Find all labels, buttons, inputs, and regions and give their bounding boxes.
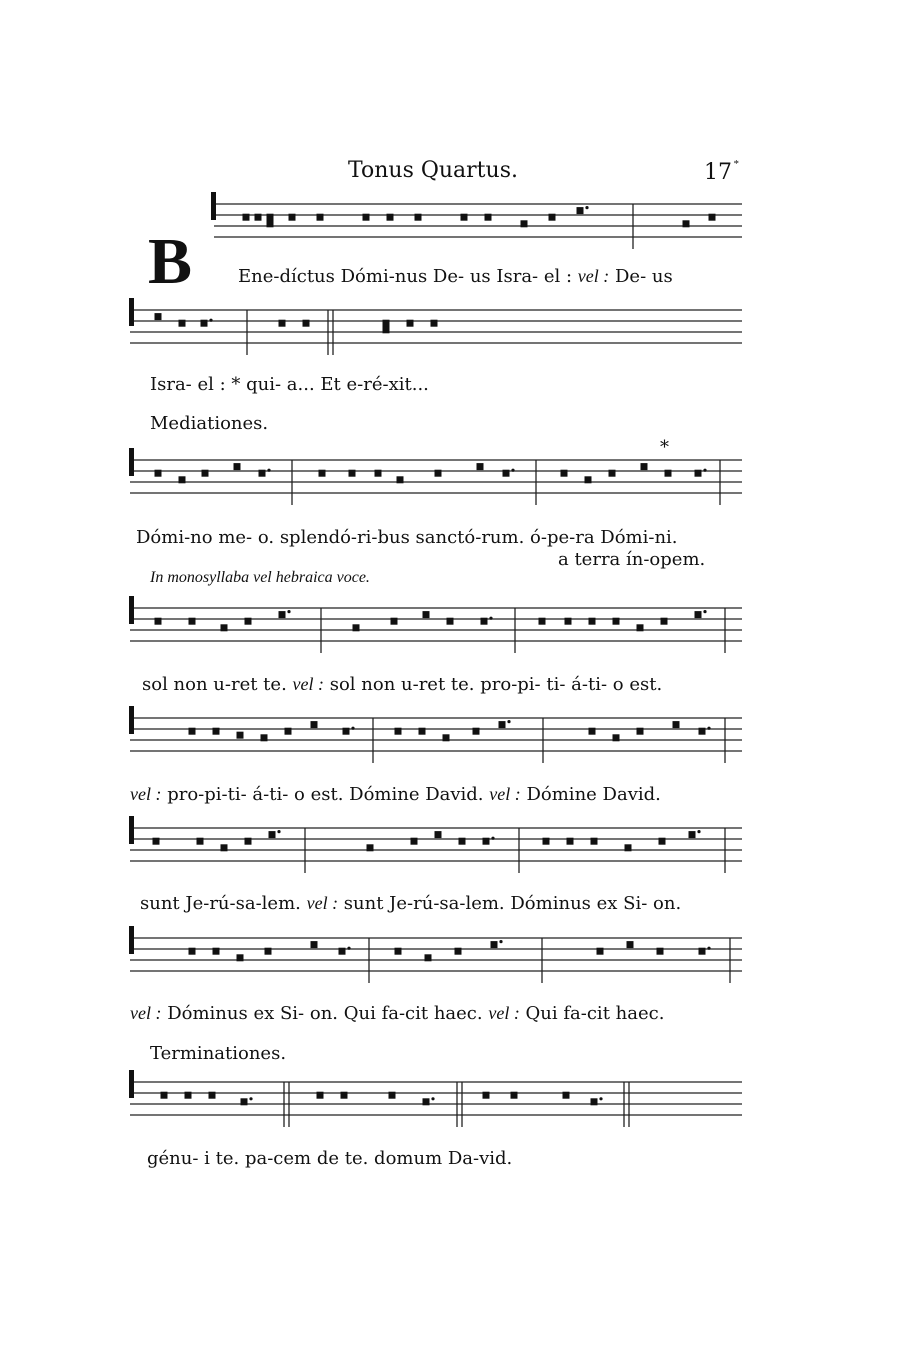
neume-note — [155, 618, 162, 625]
neume-note — [561, 470, 568, 477]
neume-note — [435, 470, 442, 477]
neume-dot — [707, 947, 710, 950]
neume-note — [213, 948, 220, 955]
neume-dot — [507, 720, 510, 723]
neume-dot — [277, 830, 280, 833]
neume-note — [585, 476, 592, 483]
neume-note — [395, 728, 402, 735]
neume-note — [202, 470, 209, 477]
neume-note — [155, 313, 162, 320]
neume-note — [503, 470, 510, 477]
neume-note — [407, 320, 414, 327]
neume-note — [577, 207, 584, 214]
neume-note — [397, 476, 404, 483]
neume-note — [387, 214, 394, 221]
neume-note — [683, 220, 690, 227]
neume-note — [423, 611, 430, 618]
clef-icon — [129, 448, 134, 476]
neume-note — [237, 954, 244, 961]
neume-note — [189, 948, 196, 955]
neume-note — [341, 1092, 348, 1099]
neume-note — [431, 320, 438, 327]
lyric-line-3: Dómi-no me- o. splendó-ri-bus sanctó-rum. ó-pe-ra Dómi-ni. — [136, 527, 678, 548]
neume-dot — [351, 727, 354, 730]
neume-dot — [489, 617, 492, 620]
neume-note — [179, 320, 186, 327]
lyric-line-5: vel : pro-pi-ti- á-ti- o est. Dómine David. vel : Dómine David. — [130, 784, 661, 805]
neume-note — [353, 624, 360, 631]
neume-note — [425, 954, 432, 961]
neume-note — [161, 1092, 168, 1099]
neume-note — [201, 320, 208, 327]
neume-note — [673, 721, 680, 728]
neume-dot — [697, 830, 700, 833]
clef-icon — [129, 706, 134, 734]
lyric-line-3b: a terra ín-opem. — [558, 549, 706, 570]
lyric-line-1: Ene-díctus Dómi-nus De- us Isra- el : vel : De- us — [238, 266, 673, 287]
neume-dot — [703, 469, 706, 472]
neume-note — [689, 831, 696, 838]
neume-note — [695, 470, 702, 477]
neume-note — [221, 844, 228, 851]
neume-note — [591, 1098, 598, 1105]
neume-dot — [287, 610, 290, 613]
neume-note — [641, 463, 648, 470]
neume-note — [179, 476, 186, 483]
neume-note — [659, 838, 666, 845]
neume-note — [483, 1092, 490, 1099]
neume-dot — [249, 1097, 252, 1100]
neume-note — [311, 941, 318, 948]
neume-note — [197, 838, 204, 845]
staff-7 — [130, 938, 742, 971]
neume-note — [311, 721, 318, 728]
section-label-mediationes: Mediationes. — [150, 413, 269, 434]
neume-note — [279, 611, 286, 618]
neume-note — [483, 838, 490, 845]
lyric-line-2: Isra- el : * qui- a... Et e-ré-xit... — [150, 374, 429, 395]
neume-note — [699, 948, 706, 955]
neume-note — [363, 214, 370, 221]
neume-note — [637, 728, 644, 735]
neume-note — [657, 948, 664, 955]
lyric-line-7: vel : Dóminus ex Si- on. Qui fa-cit haec. vel : Qui fa-cit haec. — [130, 1003, 665, 1024]
neume-note — [563, 1092, 570, 1099]
page-title: Tonus Quartus. — [348, 158, 518, 183]
neume-note — [443, 734, 450, 741]
neume-note — [499, 721, 506, 728]
neume-note — [367, 844, 374, 851]
neume-note — [303, 320, 310, 327]
neume-note — [289, 214, 296, 221]
neume-dot — [499, 940, 502, 943]
neume-note — [237, 732, 244, 739]
neume-note — [699, 728, 706, 735]
neume-note — [245, 838, 252, 845]
neume-note — [511, 1092, 518, 1099]
clef-icon — [129, 926, 134, 954]
staff-5 — [130, 718, 742, 751]
staves-group — [129, 192, 742, 1127]
neume-note — [597, 948, 604, 955]
neume-note — [319, 470, 326, 477]
neume-note — [539, 618, 546, 625]
neume-note — [609, 470, 616, 477]
clef-icon — [211, 192, 216, 220]
clef-icon — [129, 816, 134, 844]
section-label-terminationes: Terminationes. — [150, 1043, 287, 1064]
neume-note — [285, 728, 292, 735]
neume-note — [521, 220, 528, 227]
neume-note — [349, 470, 356, 477]
section-label-monosyllaba: In monosyllaba vel hebraica voce. — [150, 569, 370, 586]
neume-dot — [703, 610, 706, 613]
lyric-line-8: génu- i te. pa-cem de te. domum Da-vid. — [147, 1148, 513, 1169]
neume-note — [627, 941, 634, 948]
neume-note — [543, 838, 550, 845]
initial-letter: B — [148, 225, 193, 298]
neume-note — [245, 618, 252, 625]
neume-note — [383, 326, 390, 333]
neume-note — [185, 1092, 192, 1099]
neume-note — [243, 214, 250, 221]
neume-note — [255, 214, 262, 221]
neume-dot — [511, 469, 514, 472]
neume-note — [209, 1092, 216, 1099]
neume-note — [339, 948, 346, 955]
neume-note — [213, 728, 220, 735]
clef-icon — [129, 298, 134, 326]
neume-note — [565, 618, 572, 625]
neume-note — [695, 611, 702, 618]
page-mark: * — [733, 158, 739, 170]
neume-note — [259, 470, 266, 477]
neume-dot — [585, 206, 588, 209]
neume-note — [665, 470, 672, 477]
neume-note — [415, 214, 422, 221]
neume-dot — [347, 947, 350, 950]
lyric-line-4: sol non u-ret te. vel : sol non u-ret te. pro-pi- ti- á-ti- o est. — [142, 674, 663, 695]
neume-note — [613, 734, 620, 741]
neume-note — [317, 1092, 324, 1099]
neume-note — [391, 618, 398, 625]
neume-note — [269, 831, 276, 838]
neume-note — [267, 214, 274, 221]
neume-note — [234, 463, 241, 470]
neume-note — [153, 838, 160, 845]
neume-dot — [707, 727, 710, 730]
neume-note — [589, 728, 596, 735]
neume-note — [279, 320, 286, 327]
neume-note — [375, 470, 382, 477]
neume-note — [459, 838, 466, 845]
neume-dot — [599, 1097, 602, 1100]
neume-note — [473, 728, 480, 735]
neume-note — [613, 618, 620, 625]
neume-note — [189, 728, 196, 735]
page-number: 17 — [704, 160, 732, 185]
neume-note — [447, 618, 454, 625]
neume-note — [419, 728, 426, 735]
neume-dot — [431, 1097, 434, 1100]
neume-note — [267, 220, 274, 227]
neume-dot — [491, 837, 494, 840]
neume-note — [591, 838, 598, 845]
neume-note — [411, 838, 418, 845]
neume-dot — [209, 319, 212, 322]
neume-note — [661, 618, 668, 625]
neume-note — [389, 1092, 396, 1099]
neume-note — [265, 948, 272, 955]
neume-note — [455, 948, 462, 955]
neume-note — [435, 831, 442, 838]
neume-note — [221, 624, 228, 631]
neume-note — [567, 838, 574, 845]
neume-note — [317, 214, 324, 221]
neume-note — [485, 214, 492, 221]
asterisk-mark: * — [660, 437, 669, 458]
neume-note — [241, 1098, 248, 1105]
neume-note — [395, 948, 402, 955]
neume-note — [549, 214, 556, 221]
neume-note — [423, 1098, 430, 1105]
staff-8 — [130, 1082, 742, 1115]
clef-icon — [129, 596, 134, 624]
neume-note — [343, 728, 350, 735]
neume-note — [461, 214, 468, 221]
neume-note — [383, 320, 390, 327]
neume-note — [637, 624, 644, 631]
neume-note — [189, 618, 196, 625]
neume-dot — [267, 469, 270, 472]
neume-note — [491, 941, 498, 948]
neume-note — [625, 844, 632, 851]
neume-note — [709, 214, 716, 221]
neume-note — [481, 618, 488, 625]
neume-note — [589, 618, 596, 625]
clef-icon — [129, 1070, 134, 1098]
lyric-line-6: sunt Je-rú-sa-lem. vel : sunt Je-rú-sa-lem. Dóminus ex Si- on. — [140, 893, 682, 914]
neume-note — [261, 734, 268, 741]
neume-note — [477, 463, 484, 470]
neume-note — [155, 470, 162, 477]
